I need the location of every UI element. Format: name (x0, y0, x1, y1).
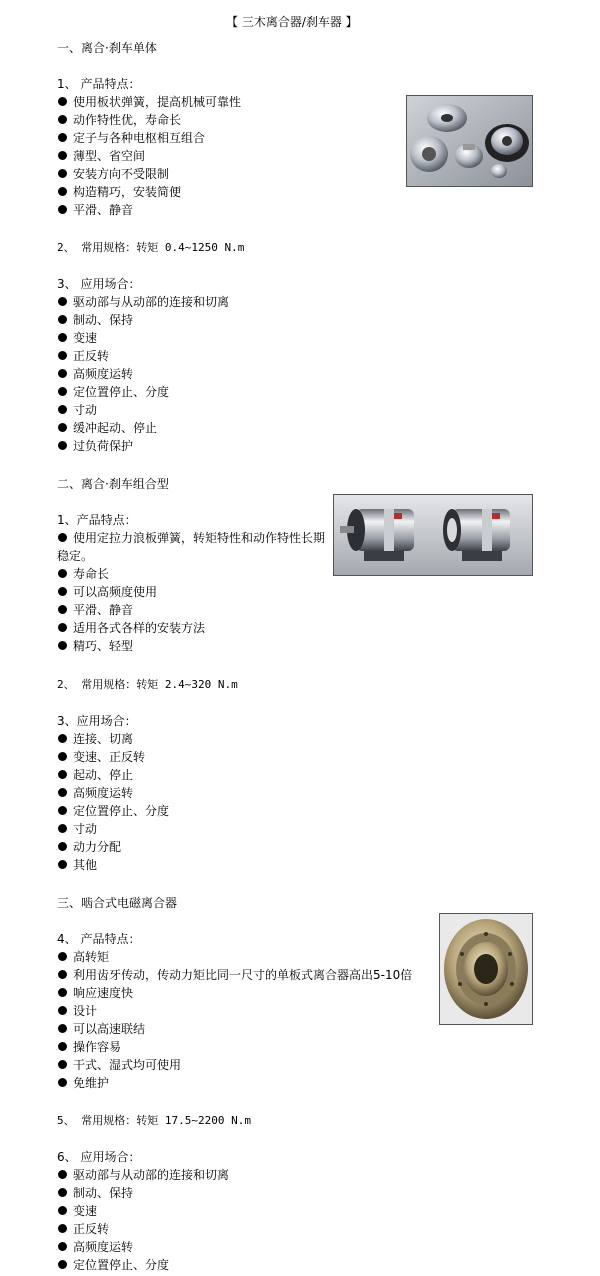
list-item: 过负荷保护 (57, 439, 133, 453)
applications-title: 3、 应用场合： (57, 277, 141, 291)
list-item: 连接、切离 (57, 732, 133, 746)
list-item: 可以高速联结 (57, 1022, 145, 1036)
clutch-brake-units-photo (406, 95, 533, 187)
list-item: 定位置停止、分度 (57, 385, 169, 399)
list-item: 干式、湿式均可使用 (57, 1058, 181, 1072)
list-item: 适用各式各样的安装方法 (57, 621, 205, 635)
list-item: 薄型、省空间 (57, 149, 145, 163)
features-title: 4、 产品特点： (57, 932, 141, 946)
list-item: 高频度运转 (57, 786, 133, 800)
applications-title: 6、 应用场合： (57, 1150, 141, 1164)
list-item: 制动、保持 (57, 1186, 133, 1200)
list-item: 寸动 (57, 403, 97, 417)
list-item: 设计 (57, 1004, 97, 1018)
list-item: 使用定拉力浪板弹簧，转矩特性和动作特性长期 (57, 531, 325, 545)
list-item: 操作容易 (57, 1040, 121, 1054)
list-item: 构造精巧，安装简便 (57, 185, 181, 199)
page-title: 【 三木离合器/刹车器 】 (226, 15, 358, 29)
list-item: 驱动部与从动部的连接和切离 (57, 295, 229, 309)
list-item: 平滑、静音 (57, 203, 133, 217)
list-item: 定子与各种电枢相互组合 (57, 131, 205, 145)
list-item: 使用板状弹簧，提高机械可靠性 (57, 95, 241, 109)
list-item: 平滑、静音 (57, 603, 133, 617)
list-item: 动作特性优，寿命长 (57, 113, 181, 127)
tooth-clutch-photo (439, 913, 533, 1025)
list-item: 可以高频度使用 (57, 585, 157, 599)
list-item: 响应速度快 (57, 986, 133, 1000)
list-item: 寸动 (57, 822, 97, 836)
list-item: 动力分配 (57, 840, 121, 854)
list-item: 安装方向不受限制 (57, 167, 169, 181)
list-item: 定位置停止、分度 (57, 1258, 169, 1272)
list-item: 高频度运转 (57, 1240, 133, 1254)
clutch-brake-combination-photo (333, 494, 533, 576)
spec-line: 2、 常用规格：转矩 0.4~1250 N.m (57, 241, 245, 254)
spec-line: 2、 常用规格：转矩 2.4~320 N.m (57, 678, 238, 691)
features-title: 1、产品特点： (57, 513, 137, 527)
list-item: 变速 (57, 1204, 97, 1218)
list-item: 利用齿牙传动，传动力矩比同一尺寸的单板式离合器高出5-10倍 (57, 968, 412, 982)
list-item: 定位置停止、分度 (57, 804, 169, 818)
list-item-wrap: 稳定。 (57, 549, 94, 563)
list-item: 其他 (57, 858, 97, 872)
list-item: 高转矩 (57, 950, 109, 964)
list-item: 缓冲起动、停止 (57, 421, 157, 435)
applications-title: 3、应用场合： (57, 714, 137, 728)
list-item: 驱动部与从动部的连接和切离 (57, 1168, 229, 1182)
list-item: 起动、停止 (57, 768, 133, 782)
list-item: 正反转 (57, 349, 109, 363)
features-title: 1、 产品特点： (57, 77, 141, 91)
list-item: 免维护 (57, 1076, 109, 1090)
section-heading: 二、离合·刹车组合型 (57, 477, 169, 491)
section-heading: 三、啮合式电磁离合器 (57, 896, 178, 910)
list-item: 正反转 (57, 1222, 109, 1236)
list-item: 精巧、轻型 (57, 639, 133, 653)
list-item: 高频度运转 (57, 367, 133, 381)
spec-line: 5、 常用规格：转矩 17.5~2200 N.m (57, 1114, 251, 1127)
list-item: 制动、保持 (57, 313, 133, 327)
list-item: 变速 (57, 331, 97, 345)
section-heading: 一、离合·刹车单体 (57, 41, 157, 55)
list-item: 寿命长 (57, 567, 109, 581)
list-item: 变速、正反转 (57, 750, 145, 764)
